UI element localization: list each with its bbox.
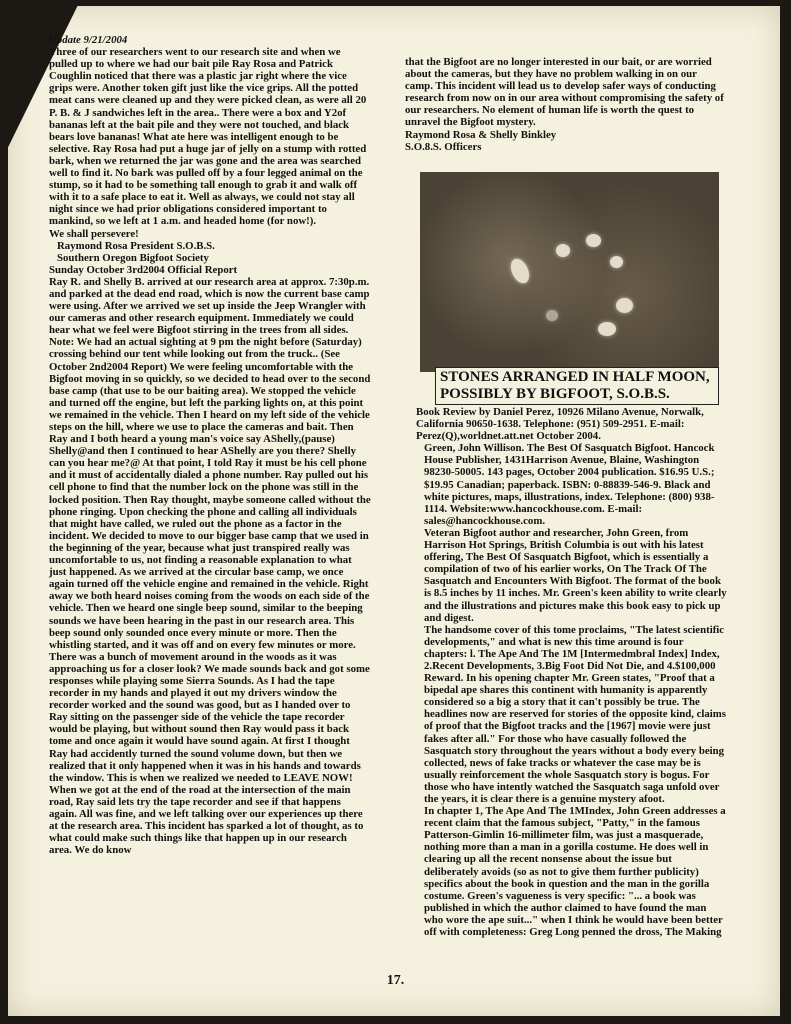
paragraph: Three of our researchers went to our research site and when we pulled up to where we had our bait pile Ray Rosa and Patrick Coughlin noticed that there was a plastic jar right where the vice grips were. Another token gift just like the vice grips. All the potted meat cans were cleaned up and they were picked clean, as were all 20 P. B. & J sandwiches left in the area.. There were a box and Y2of bananas left at the bait pile and they were not touched, and black bears love bananas! What ate here was intelligent enough to be selective. Ray Rosa had put a huge jar of jelly on a stump with rotted bark, when we returned the jar was gone and the area was searched well to find it. No bark was pulled off by a four legged animal on the stump, so it had to be something tall enough to grab it and walk off with it to a safe place to eat it. Well as always, we could not stay all night since we had prior obligations considered important to mankind, so we left at 1 a.m. and headed home (for now!).: [49, 46, 367, 228]
paragraph: Veteran Bigfoot author and researcher, John Green, from Harrison Hot Springs, British Columbia is out with his latest offering, The Best Of Sasquatch Bigfoot, which is essentially a compilation of two of his earlier works, On The Track Of The Sasquatch and Encounters With Bigfoot. The format of the book is 8.5 inches by 11 inches. Mr. Green's keen ability to write clearly and the illustrations and pictures make this book easy to pick up and digest.: [424, 526, 727, 624]
signature-line: Raymond Rosa President S.O.B.S.: [57, 239, 215, 252]
stones-photo: [420, 172, 719, 372]
paragraph: In chapter 1, The Ape And The 1MIndex, John Green addresses a recent claim that the famous subject, "Patty," in the famous Patterson-Gimlin 16-millimeter film, was just a masquerade, nothing more than a man in a gorilla costume. He does well in clearing up all the recent nonsense about the issue but deliberately avoids (so as not to give them further publicity) specifics about the book in question and the man in the gorilla costume. Green's vagueness is very specific: "... a book was published in which the author claimed to have found the man who wore the ape suit..." when I think he would have been better off with completeness: Greg Long penned the dross, The Making: [424, 805, 726, 939]
signature-line: S.O.8.S. Officers: [405, 140, 482, 153]
signature-line: Southern Oregon Bigfoot Society: [57, 251, 209, 264]
report-heading: Sunday October 3rd2004 Official Report: [49, 263, 238, 276]
paragraph: Green, John Willison. The Best Of Sasquatch Bigfoot. Hancock House Publisher, 1431Harrison Avenue, Blaine, Washington 98230-50005. 143 pages, October 2004 publication. $16.95 U.S.; $19.95 Canadian; paperback. ISBN: 0-88839-546-9. Black and white pictures, maps, illustrations, index. Telephone: (800) 938-1114. Website:www.hancockhouse.com. E-mail: sales@hancockhouse.com.: [424, 442, 715, 527]
photo-caption: STONES ARRANGED IN HALF MOON, POSSIBLY BY BIGFOOT, S.O.B.S.: [435, 367, 719, 405]
signature-line: Raymond Rosa & Shelly Binkley: [405, 128, 557, 141]
update-heading: Update 9/21/2004: [49, 34, 128, 46]
paragraph: We shall persevere!: [49, 227, 139, 240]
page-number: 17.: [386, 973, 405, 988]
book-review-column: [416, 406, 728, 938]
left-column: [49, 34, 371, 856]
paragraph: that the Bigfoot are no longer interested in our bait, or are worried about the cameras, but they have no problem walking in on our camp. This incident will lead us to develop safer ways of conducting research from now on in our area without compromising the safety of our researchers. No element of human life is worth the quest to unravel the Bigfoot mystery.: [405, 56, 724, 129]
paragraph: Ray R. and Shelly B. arrived at our research area at approx. 7:30p.m. and parked at the dead end road, which is now the current base camp were using. After we arrived we set up inside the Jeep Wrangler with our cameras and other research equipment. Immediately we could hear what we feel were Bigfoot stirring in the trees from all sides. Note: We had an actual sighting at 9 pm the night before (Saturday) crossing behind our tent while looking out from the truck.. (See October 2nd2004 Report) We were feeling uncomfortable with the Bigfoot moving in so quickly, so we decided to head over to the second base camp (that use to be our baiting area). We stopped the vehicle and turned off the engine, but left the parking lights on, at this point we remained in the vehicle. Then I heard on my left side of the vehicle steps on the hill, where we use to place the cameras and bait. Then Ray and I both heard a young man's voice say AShelly,(pause) Shelly@and then I continued to hear AShelly are you there? Shelly can you hear me?@ At that point, I told Ray it must be his cell phone and it must of accidentally dialed a phone number. Ray pulled out his cell phone to find that the number lock on the phone was still in the locked position. Then Ray thought, maybe someone called without the phone ringing. Upon checking the phone and calling all individuals that might have called, we ruled out the phone as a factor in the incident. We decided to move to our bigger base camp that we used in the beginning of the year, because what just transpired really was uncomfortable to us, not finding a reasonable explanation to what just happened. As we arrived at the circular base camp, we once again turned off the vehicle engine and remained in the vehicle. Right away we both heard noises coming from the woods on each side of the vehicle. Then we heard one single beep sound, similar to the beeping sounds we have been hearing in the past in our research area. This beep sound only sounded once every minute or more. Then the whistling started, and it was off and on every few minutes or more. There was a bunch of movement around in the woods as it was approaching us for a closer look? We made sounds back and got some responses while playing some Sierra Sounds. As I had the tape recorder in my hands and played it out my drivers window the recorder worked and the sound was good, but as I handed over to Ray sitting on the passenger side of the vehicle the tape recorder would be playing, but without sound then Ray would pass it back tome and once again it would have sound again. At first I thought Ray had accidently turned the sound volume down, but then we realized that it only happened when it was in his hands and towards the window. This is when we realized we needed to LEAVE NOW! When we got at the end of the road at the intersection of the main road, Ray said lets try the tape recorder and see if that happens again. All was fine, and we left talking over our experiences up there at the research area. This incident has sparked a lot of thought, as to what could make such things like that happen up in our research area. We do know: [49, 275, 371, 857]
paragraph: The handsome cover of this tome proclaims, "The latest scientific developments," and what is new this time around is four chapters: l. The Ape And The 1M [Intermedmbral Index] Index, 2.Recent Developments, 3.Big Foot Did Not Die, and 4.$100,000 Reward. In his opening chapter Mr. Green states, "Proof that a bipedal ape shares this continent with humanity is apparently considered so a big a story that it can't possibly be true. The headlines now are reserved for stories of the opposite kind, claims of proof that the Bigfoot tracks and the [1967] movie were just fakes after all." For those who have casually followed the Sasquatch story throughout the years without a body every being collected, news of fake tracks or whatever the case may be is usually reinforcement the whole Sasquatch story is bogus. For those who have intently watched the Sasquatch saga unfold over the years, it is clear there is a genuine mystery afoot.: [424, 623, 727, 805]
right-column-top: [405, 56, 727, 153]
review-source: Book Review by Daniel Perez, 10926 Milano Avenue, Norwalk, California 90650-1638. Telephone: (951) 509-2951. E-mail: Perez(Q),worldnet.att.net October 2004.: [416, 406, 704, 443]
